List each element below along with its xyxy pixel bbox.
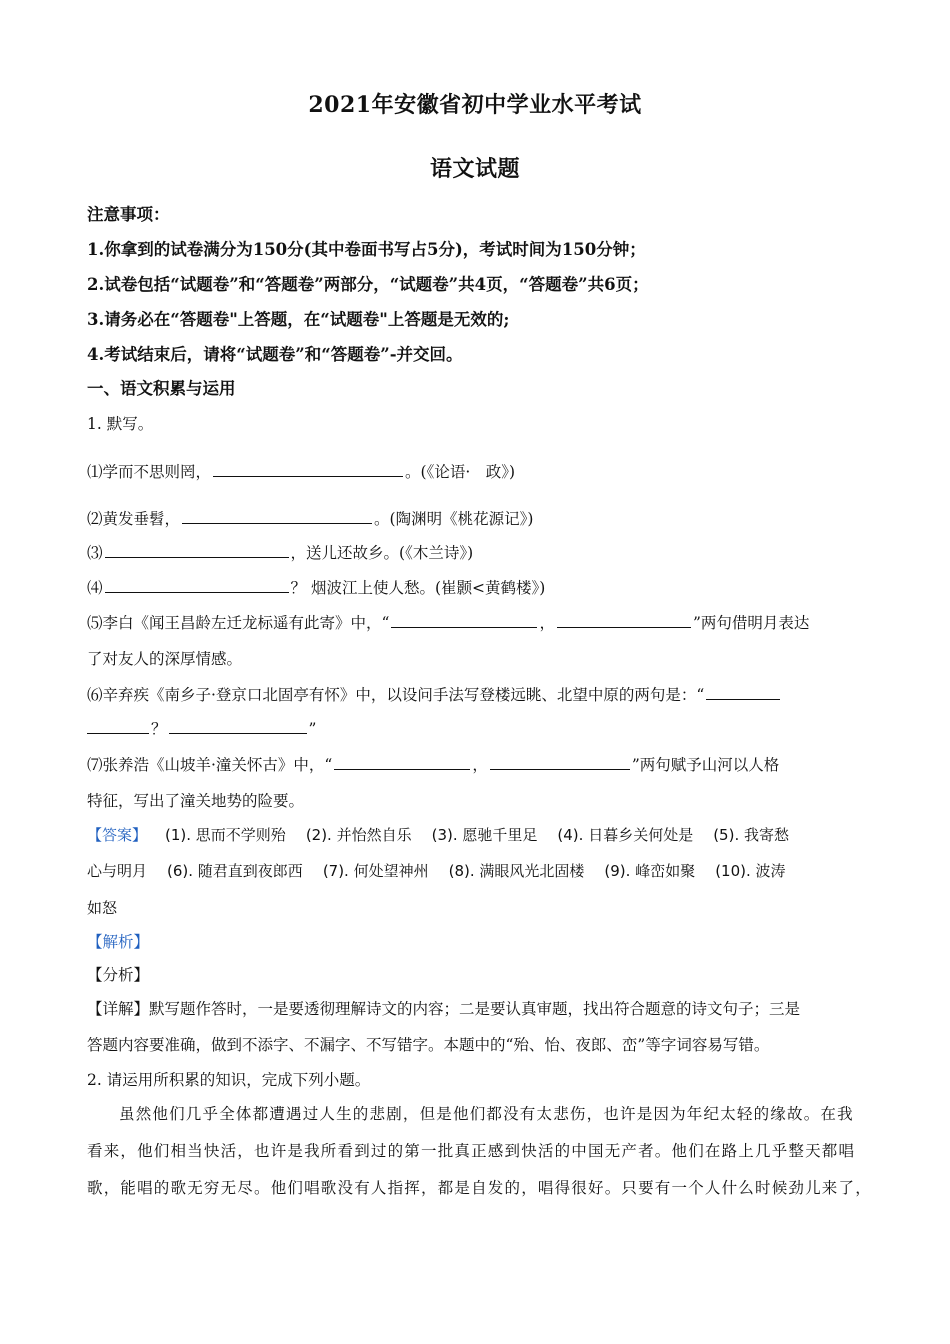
answer-item: (5). 我寄愁 bbox=[713, 826, 789, 844]
fenxi-label: 【分析】 bbox=[87, 966, 150, 984]
q1-6-question-mark: ？ bbox=[151, 720, 167, 738]
question-1-item-1 bbox=[87, 459, 877, 483]
question-1-item-5 bbox=[87, 610, 877, 634]
question-1-item-7 bbox=[87, 752, 877, 776]
q1-5-text: ⑸李白《闻王昌龄左迁龙标遥有此寄》中，“ bbox=[87, 614, 390, 632]
notice-item-1: 1.你拿到的试卷满分为150分(其中卷面书写占5分)，考试时间为150分钟； bbox=[87, 240, 646, 259]
q1-3-source: ，送儿还故乡。(《木兰诗》) bbox=[290, 544, 474, 562]
question-1-item-5-cont: 了对友人的深厚情感。 bbox=[87, 650, 243, 668]
answer-line-1 bbox=[87, 824, 877, 846]
q1-1-source: 。(《论语· 政》) bbox=[405, 463, 516, 481]
q1-7-text: ⑺张养浩《山坡羊·潼关怀古》中，“ bbox=[87, 756, 333, 774]
answer-blank[interactable] bbox=[182, 506, 372, 524]
answer-label: 【答案】 bbox=[87, 826, 148, 844]
answer-item: (1). 思而不学则殆 bbox=[165, 826, 286, 844]
q1-5-tail: ”两句借明月表达 bbox=[692, 614, 810, 632]
q1-6-text: ⑹辛弃疾《南乡子·登京口北固亭有怀》中，以设问手法写登楼远眺、北望中原的两句是：“ bbox=[87, 686, 705, 704]
answer-blank[interactable] bbox=[87, 716, 149, 734]
answer-blank[interactable] bbox=[391, 610, 537, 628]
answer-blank[interactable] bbox=[213, 459, 403, 477]
notice-item-2: 2.试卷包括“试题卷”和“答题卷”两部分，“试题卷”共4页，“答题卷”共6页； bbox=[87, 275, 649, 294]
answer-blank[interactable] bbox=[334, 752, 470, 770]
q1-2-text: ⑵黄发垂髫， bbox=[87, 510, 181, 528]
answer-blank[interactable] bbox=[105, 575, 289, 593]
q1-7-tail: ”两句赋予山河以人格 bbox=[631, 756, 780, 774]
answer-item: (3). 愿驰千里足 bbox=[431, 826, 538, 844]
passage-line-3: 歌，能唱的歌无穷无尽。他们唱歌没有人指挥，都是自发的，唱得很好。只要有一个人什么时候劲儿来了， bbox=[87, 1179, 872, 1197]
q1-7-comma: ， bbox=[472, 756, 488, 774]
exam-subtitle: 语文试题 bbox=[429, 156, 520, 182]
notice-item-4: 4.考试结束后，请将“试题卷”和“答题卷”-并交回。 bbox=[87, 345, 463, 364]
answer-blank[interactable] bbox=[490, 752, 630, 770]
question-2-title: 2. 请运用所积累的知识，完成下列小题。 bbox=[87, 1071, 371, 1089]
question-1-item-3 bbox=[87, 540, 877, 564]
question-1-item-4 bbox=[87, 575, 877, 599]
section-heading: 一、语文积累与运用 bbox=[87, 379, 236, 398]
answer-item: (10). 波涛 bbox=[715, 862, 786, 880]
q1-2-source: 。(陶渊明《桃花源记》) bbox=[374, 510, 534, 528]
answer-item: (9). 峰峦如聚 bbox=[604, 862, 696, 880]
question-1-item-6 bbox=[87, 682, 877, 706]
detail-line-1: 【详解】默写题作答时，一是要透彻理解诗文的内容；二是要认真审题，找出符合题意的诗文句子；三是 bbox=[87, 1000, 801, 1018]
q1-3-text: ⑶ bbox=[87, 544, 103, 562]
answer-item: (6). 随君直到夜郎西 bbox=[167, 862, 303, 880]
exam-title: 2021年安徽省初中学业水平考试 bbox=[308, 92, 642, 118]
answer-item: (8). 满眼风光北固楼 bbox=[448, 862, 585, 880]
answer-blank[interactable] bbox=[105, 540, 289, 558]
answer-item: (4). 日暮乡关何处是 bbox=[557, 826, 694, 844]
q1-5-comma: ， bbox=[539, 614, 555, 632]
detail-line-2: 答题内容要准确，做到不添字、不漏字、不写错字。本题中的“殆、怡、夜郎、峦”等字词容易写错。 bbox=[87, 1036, 770, 1054]
question-1-item-7-cont: 特征，写出了潼关地势的险要。 bbox=[87, 792, 305, 810]
notice-item-3: 3.请务必在“答题卷"上答题，在“试题卷"上答题是无效的; bbox=[87, 310, 510, 329]
passage-line-2: 看来，他们相当快活，也许是我所看到过的第一批真正感到快活的中国无产者。他们在路上几乎整天都唱 bbox=[87, 1142, 856, 1160]
question-1-item-2 bbox=[87, 506, 877, 530]
answer-blank[interactable] bbox=[169, 716, 307, 734]
q1-1-text: ⑴学而不思则罔， bbox=[87, 463, 212, 481]
passage-line-1: 虽然他们几乎全体都遭遇过人生的悲剧，但是他们都没有太悲伤，也许是因为年纪太轻的缘故。在我 bbox=[119, 1105, 854, 1123]
answer-item: (7). 何处望神州 bbox=[322, 862, 429, 880]
answer-blank[interactable] bbox=[557, 610, 691, 628]
q1-4-text: ⑷ bbox=[87, 579, 103, 597]
answer-line-3: 如怒 bbox=[87, 899, 118, 917]
analysis-label: 【解析】 bbox=[87, 933, 150, 951]
q1-6-quote: ” bbox=[308, 720, 317, 738]
question-1-title: 1. 默写。 bbox=[87, 415, 154, 433]
question-1-item-6-cont bbox=[87, 716, 877, 740]
answer-item: 心与明月 bbox=[87, 862, 148, 880]
q1-4-source: ？ 烟波江上使人愁。(崔颢<黄鹤楼》) bbox=[290, 579, 546, 597]
answer-blank[interactable] bbox=[706, 682, 780, 700]
notice-heading: 注意事项： bbox=[87, 205, 170, 224]
answer-item: (2). 并怡然自乐 bbox=[305, 826, 412, 844]
answer-line-2 bbox=[87, 860, 877, 882]
